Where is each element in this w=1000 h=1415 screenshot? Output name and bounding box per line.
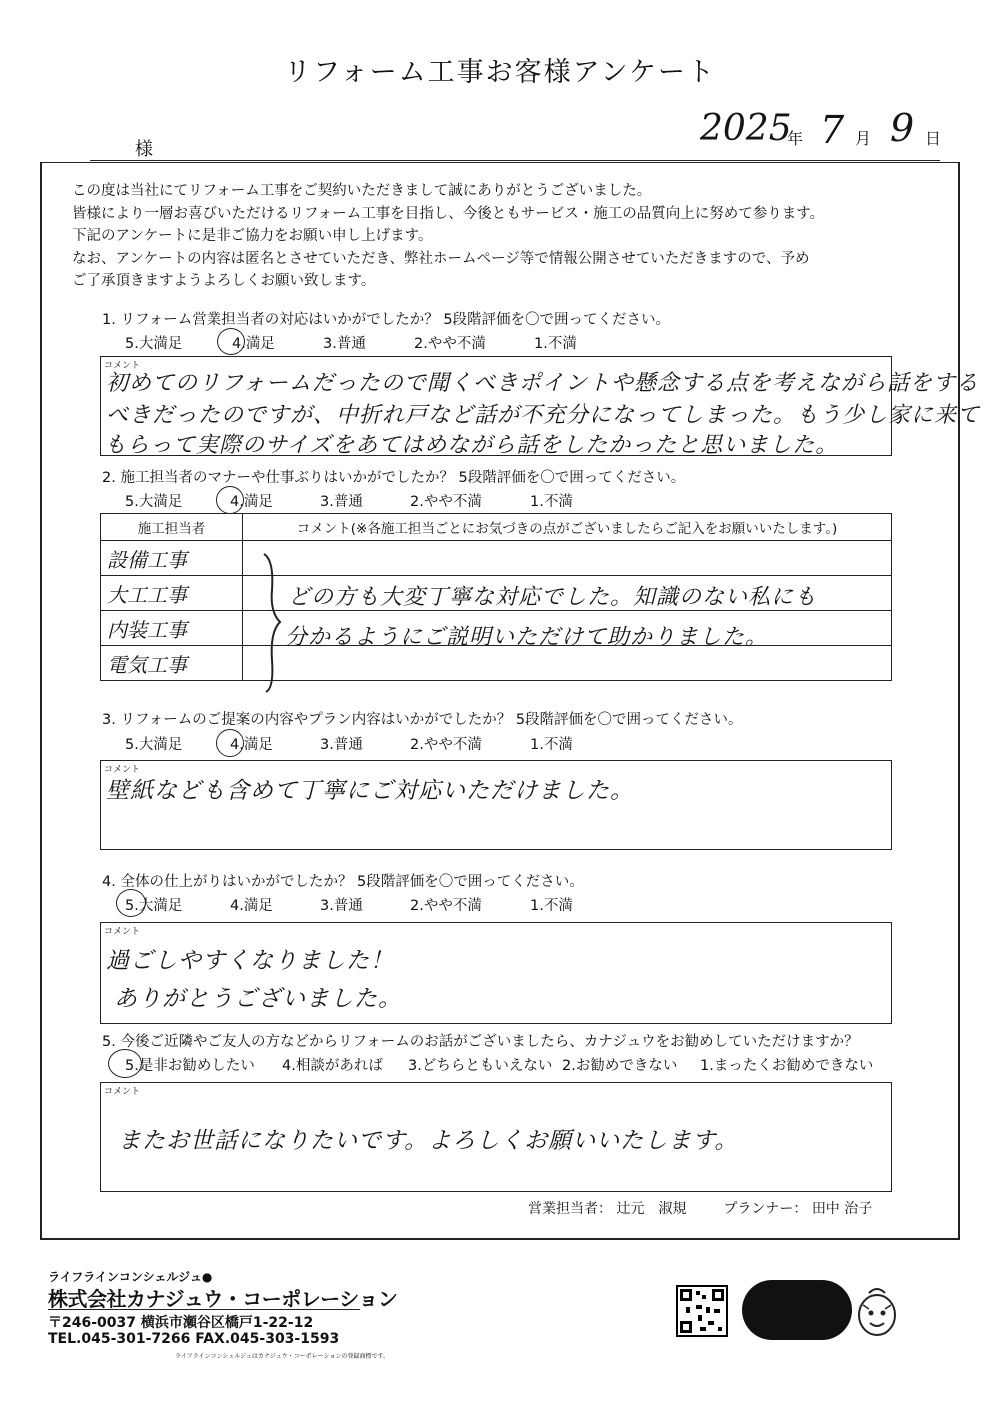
q1-comment-line: もらって実際のサイズをあてはめながら話をしたかったと思いました。 (104, 433, 839, 458)
company-address: 〒246-0037 横浜市瀬谷区橋戸1-22-12 (48, 1315, 314, 1331)
q1-option-2[interactable]: 2.やや不満 (414, 336, 486, 352)
staff-comment-cell[interactable] (243, 541, 892, 576)
header-rule (90, 160, 940, 161)
staff-table-header-role: 施工担当者 (101, 514, 243, 541)
q4-comment-line: 過ごしやすくなりました！ (106, 948, 394, 974)
comment-label: コメント (104, 927, 141, 937)
q1-comment-line: 初めてのリフォームだったので聞くべきポイントや懸念する点を考えながら話をする (106, 371, 979, 396)
company-tel: TEL.045-301-7266 FAX.045-303-1593 (48, 1331, 340, 1347)
staff-role: 内装工事 (101, 611, 243, 646)
q4-option-2[interactable]: 2.やや不満 (410, 898, 482, 914)
q3-comment-line: 壁紙なども含めて丁寧にご対応いただけました。 (106, 778, 634, 804)
staff-credits (528, 1198, 872, 1218)
speech-bubble-badge (742, 1280, 852, 1340)
intro-line: 下記のアンケートに是非ご協力をお願い申し上げます。 (72, 228, 433, 244)
q1-option-1[interactable]: 1.不満 (534, 336, 577, 352)
q4-comment-line: ありがとうございました。 (114, 986, 402, 1012)
q5-option-4[interactable]: 4.相談があれば (282, 1058, 383, 1074)
q3-option-3[interactable]: 3.普通 (320, 737, 363, 753)
recipient-suffix: 様 (135, 139, 153, 160)
q2-comment-line: どの方も大変丁寧な対応でした。知識のない私にも (288, 585, 818, 610)
planner-label: プランナー： (723, 1201, 808, 1217)
date-month: 7 (820, 108, 845, 152)
q1-question: 1. リフォーム営業担当者の対応はいかがでしたか？ 5段階評価を〇で囲ってください。 (102, 312, 671, 328)
comment-label: コメント (104, 765, 141, 775)
date-day: 9 (890, 106, 915, 150)
comment-label: コメント (104, 361, 141, 371)
q5-selected-circle (108, 1049, 142, 1078)
q4-option-4[interactable]: 4.満足 (230, 898, 273, 914)
q2-selected-circle (216, 486, 244, 514)
staff-role: 電気工事 (101, 646, 243, 681)
qr-code-icon[interactable] (676, 1285, 728, 1337)
q1-option-5[interactable]: 5.大満足 (125, 336, 183, 352)
intro-text (72, 180, 932, 293)
company-note: ライフラインコンシェルジュはカナジュウ・コーポレーションの登録商標です。 (175, 1353, 389, 1360)
q5-option-3[interactable]: 3.どちらともいえない (408, 1058, 553, 1074)
q2-comment-line: 分かるようにご説明いただけて助かりました。 (285, 625, 769, 650)
staff-brace (258, 550, 288, 696)
company-name: 株式会社カナジュウ・コーポレーション (48, 1287, 398, 1311)
q4-question: 4. 全体の仕上がりはいかがでしたか？ 5段階評価を〇で囲ってください。 (102, 874, 584, 890)
intro-line: 皆様により一層お喜びいただけるリフォーム工事を目指し、今後ともサービス・施工の品質向上に努めて参ります。 (72, 205, 825, 222)
q2-option-5[interactable]: 5.大満足 (125, 494, 183, 510)
mascot-icon (855, 1283, 899, 1338)
company-rule (48, 1309, 360, 1310)
q3-selected-circle (216, 729, 244, 757)
q5-question: 5. 今後ご近隣やご友人の方などからリフォームのお話がございましたら、カナジュウをお勧めしていただけますか？ (102, 1034, 859, 1050)
q5-option-5[interactable]: 5.是非お勧めしたい (125, 1058, 255, 1074)
sales-name: 辻元 淑規 (616, 1201, 687, 1217)
comment-label: コメント (104, 1087, 141, 1097)
intro-line: なお、アンケートの内容は匿名とさせていただき、弊社ホームページ等で情報公開させていただきますので、予め (72, 250, 810, 267)
q2-option-4[interactable]: 4.満足 (230, 494, 273, 510)
q2-question: 2. 施工担当者のマナーや仕事ぶりはいかがでしたか？ 5段階評価を〇で囲ってください。 (102, 470, 686, 486)
intro-line: ご了承頂きますようよろしくお願い致します。 (72, 273, 376, 289)
q1-option-4[interactable]: 4.満足 (232, 336, 275, 352)
q4-option-1[interactable]: 1.不満 (530, 898, 573, 914)
q2-option-2[interactable]: 2.やや不満 (410, 494, 482, 510)
staff-role: 大工工事 (101, 576, 243, 611)
company-tagline: ライフラインコンシェルジュ● (48, 1270, 213, 1284)
sales-label: 営業担当者： (528, 1201, 612, 1217)
q3-option-2[interactable]: 2.やや不満 (410, 737, 482, 753)
q4-option-3[interactable]: 3.普通 (320, 898, 363, 914)
q1-selected-circle (217, 328, 245, 355)
planner-name: 田中 治子 (811, 1201, 873, 1217)
q2-option-1[interactable]: 1.不満 (530, 494, 573, 510)
staff-table-header-comment: コメント(※各施工担当ごとにお気づきの点がございましたらご記入をお願いいたします。) (243, 514, 892, 541)
date-month-kanji: 月 (855, 129, 872, 148)
staff-role: 設備工事 (101, 541, 243, 576)
date-year-kanji: 年 (787, 129, 804, 148)
q3-option-4[interactable]: 4.満足 (230, 737, 273, 753)
q3-option-5[interactable]: 5.大満足 (125, 737, 183, 753)
page-title: リフォーム工事お客様アンケート (283, 57, 717, 88)
q4-option-5[interactable]: 5.大満足 (125, 898, 183, 914)
q1-comment-line: べきだったのですが、中折れ戸など話が不充分になってしまった。もう少し家に来て (106, 403, 981, 428)
date-year: 2025 (700, 108, 792, 149)
q3-question: 3. リフォームのご提案の内容やプラン内容はいかがでしたか？ 5段階評価を〇で囲ってください。 (102, 712, 743, 728)
q5-comment-line: またお世話になりたいです。よろしくお願いいたします。 (118, 1128, 739, 1154)
q4-selected-circle (116, 889, 146, 917)
q5-option-2[interactable]: 2.お勧めできない (562, 1058, 678, 1074)
date-day-kanji: 日 (925, 129, 942, 148)
intro-line: この度は当社にてリフォーム工事をご契約いただきまして誠にありがとうございました。 (72, 183, 652, 199)
q1-option-3[interactable]: 3.普通 (323, 336, 366, 352)
q5-option-1[interactable]: 1.まったくお勧めできない (700, 1058, 874, 1074)
q2-option-3[interactable]: 3.普通 (320, 494, 363, 510)
q3-option-1[interactable]: 1.不満 (530, 737, 573, 753)
